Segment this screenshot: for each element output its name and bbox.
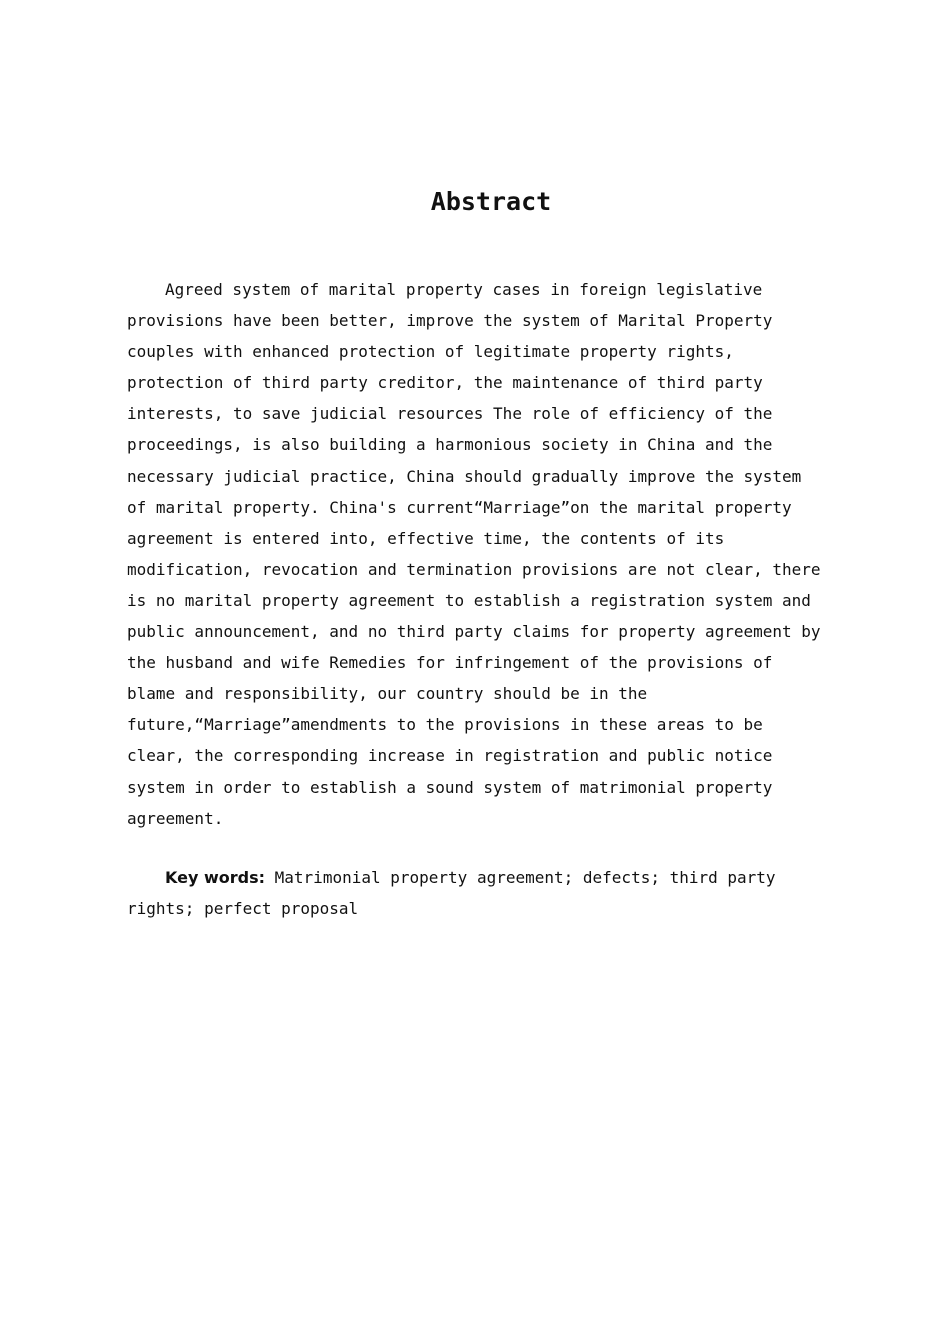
keywords-section (127, 862, 827, 924)
abstract-line: is no marital property agreement to establish a registration system and (127, 590, 811, 610)
abstract-line: interests, to save judicial resources The role of efficiency of the (127, 404, 773, 424)
abstract-line: modification, revocation and termination provisions are not clear, there (127, 559, 821, 579)
abstract-line: the husband and wife Remedies for infringement of the provisions of (127, 653, 773, 673)
abstract-line: Agreed system of marital property cases in foreign legislative (165, 280, 763, 299)
abstract-line: blame and responsibility, our country should be in the (127, 684, 648, 704)
keywords-line (127, 862, 827, 893)
abstract-line: agreement. (127, 808, 224, 828)
abstract-line: protection of third party creditor, the maintenance of third party (127, 373, 763, 393)
keywords-line-2: rights; perfect proposal (127, 899, 359, 918)
page-title: Abstract (430, 187, 552, 216)
abstract-line: proceedings, is also building a harmonious society in China and the (127, 435, 773, 455)
abstract-line: provisions have been better, improve the system of Marital Property (127, 311, 773, 331)
abstract-line: agreement is entered into, effective time, the contents of its (127, 528, 725, 548)
abstract-paragraph (127, 274, 827, 834)
abstract-line: couples with enhanced protection of legitimate property rights, (127, 342, 734, 362)
abstract-line: public announcement, and no third party claims for property agreement by (127, 622, 821, 642)
keywords-label: Key words: (165, 868, 266, 887)
keywords-text: Matrimonial property agreement; defects; third party (265, 868, 776, 887)
abstract-line: future,“Marriage”amendments to the provisions in these areas to be (127, 715, 763, 735)
abstract-line: system in order to establish a sound system of matrimonial property (127, 777, 773, 797)
abstract-line: clear, the corresponding increase in registration and public notice (127, 746, 773, 766)
abstract-line: necessary judicial practice, China should gradually improve the system (127, 466, 802, 486)
abstract-line: of marital property. China's current“Marriage”on the marital property (127, 497, 792, 517)
